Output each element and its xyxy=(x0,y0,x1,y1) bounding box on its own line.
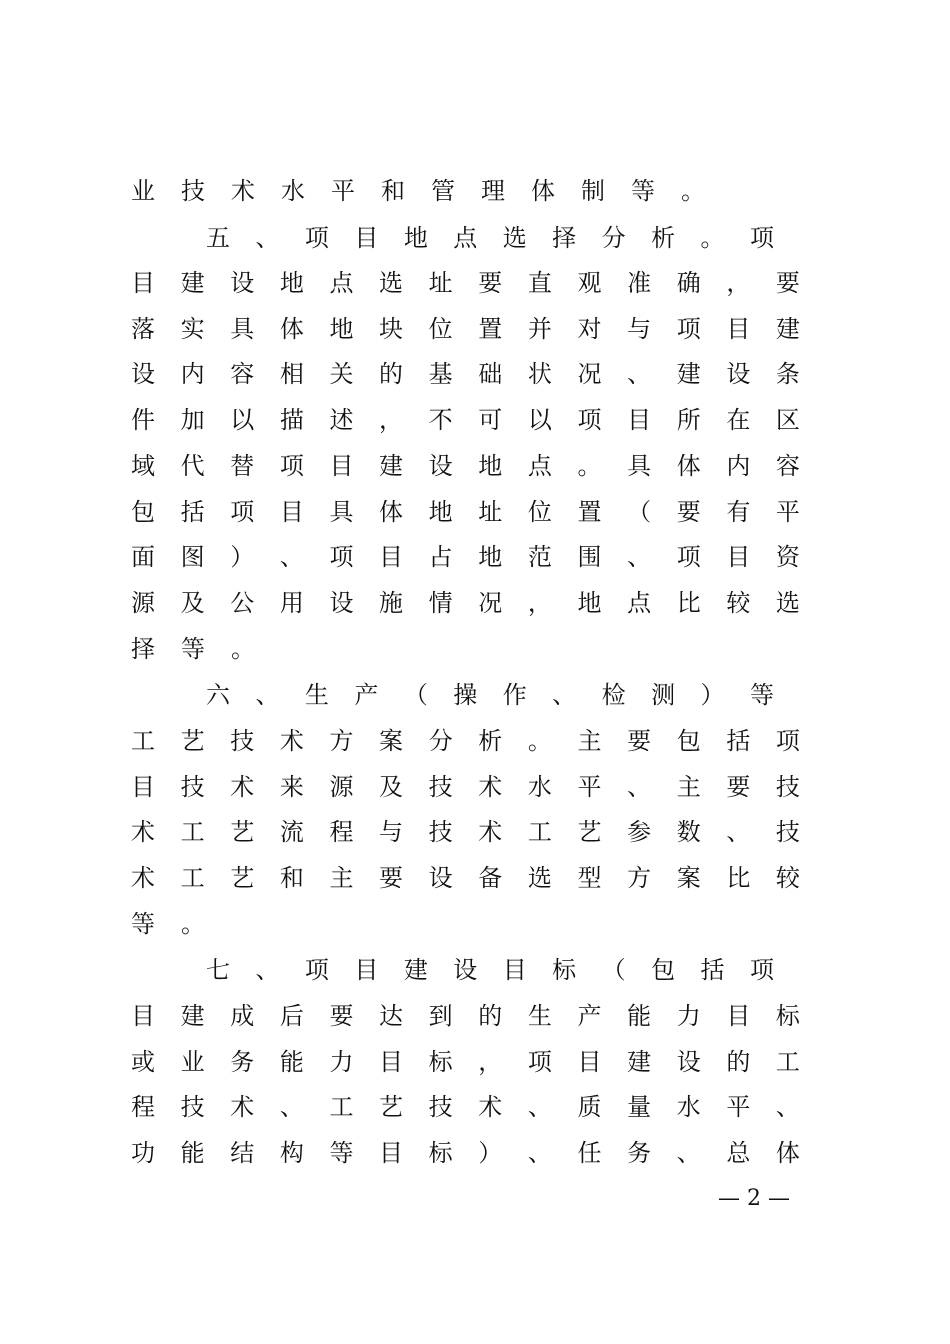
text-line: 目 建 设 地 点 选 址 要 直 观 准 确 ， 要 xyxy=(131,269,800,297)
text-line: 域 代 替 项 目 建 设 地 点 。 具 体 内 容 xyxy=(131,452,800,480)
text-line: 业 技 术 水 平 和 管 理 体 制 等 。 xyxy=(131,177,705,205)
text-line: 源 及 公 用 设 施 情 况 ， 地 点 比 较 选 xyxy=(131,589,800,617)
text-line: 面 图 ） 、 项 目 占 地 范 围 、 项 目 资 xyxy=(131,543,800,571)
text-line: 落 实 具 体 地 块 位 置 并 对 与 项 目 建 xyxy=(131,315,800,343)
text-line: 等 。 xyxy=(131,910,205,938)
text-line: 择 等 。 xyxy=(131,635,255,663)
text-line: 术 工 艺 和 主 要 设 备 选 型 方 案 比 较 xyxy=(131,864,800,892)
text-line: 术 工 艺 流 程 与 技 术 工 艺 参 数 、 技 xyxy=(131,818,800,846)
page-number: — 2 — xyxy=(718,1186,790,1211)
text-line: 件 加 以 描 述 ， 不 可 以 项 目 所 在 区 xyxy=(131,406,800,434)
text-line: 工 艺 技 术 方 案 分 析 。 主 要 包 括 项 xyxy=(131,727,800,755)
text-line: 程 技 术 、 工 艺 技 术 、 质 量 水 平 、 xyxy=(131,1093,800,1121)
text-line: 目 技 术 来 源 及 技 术 水 平 、 主 要 技 xyxy=(131,773,800,801)
text-line: 七 、 项 目 建 设 目 标 （ 包 括 项 xyxy=(206,956,774,984)
text-line: 五 、 项 目 地 点 选 择 分 析 。 项 xyxy=(206,224,774,252)
text-line: 目 建 成 后 要 达 到 的 生 产 能 力 目 标 xyxy=(131,1002,800,1030)
text-line: 功 能 结 构 等 目 标 ） 、 任 务 、 总 体 xyxy=(131,1139,800,1167)
text-line: 六 、 生 产 （ 操 作 、 检 测 ） 等 xyxy=(206,681,774,709)
text-line: 设 内 容 相 关 的 基 础 状 况 、 建 设 条 xyxy=(131,360,800,388)
text-line: 包 括 项 目 具 体 地 址 位 置 （ 要 有 平 xyxy=(131,498,800,526)
text-line: 或 业 务 能 力 目 标 ， 项 目 建 设 的 工 xyxy=(131,1048,800,1076)
